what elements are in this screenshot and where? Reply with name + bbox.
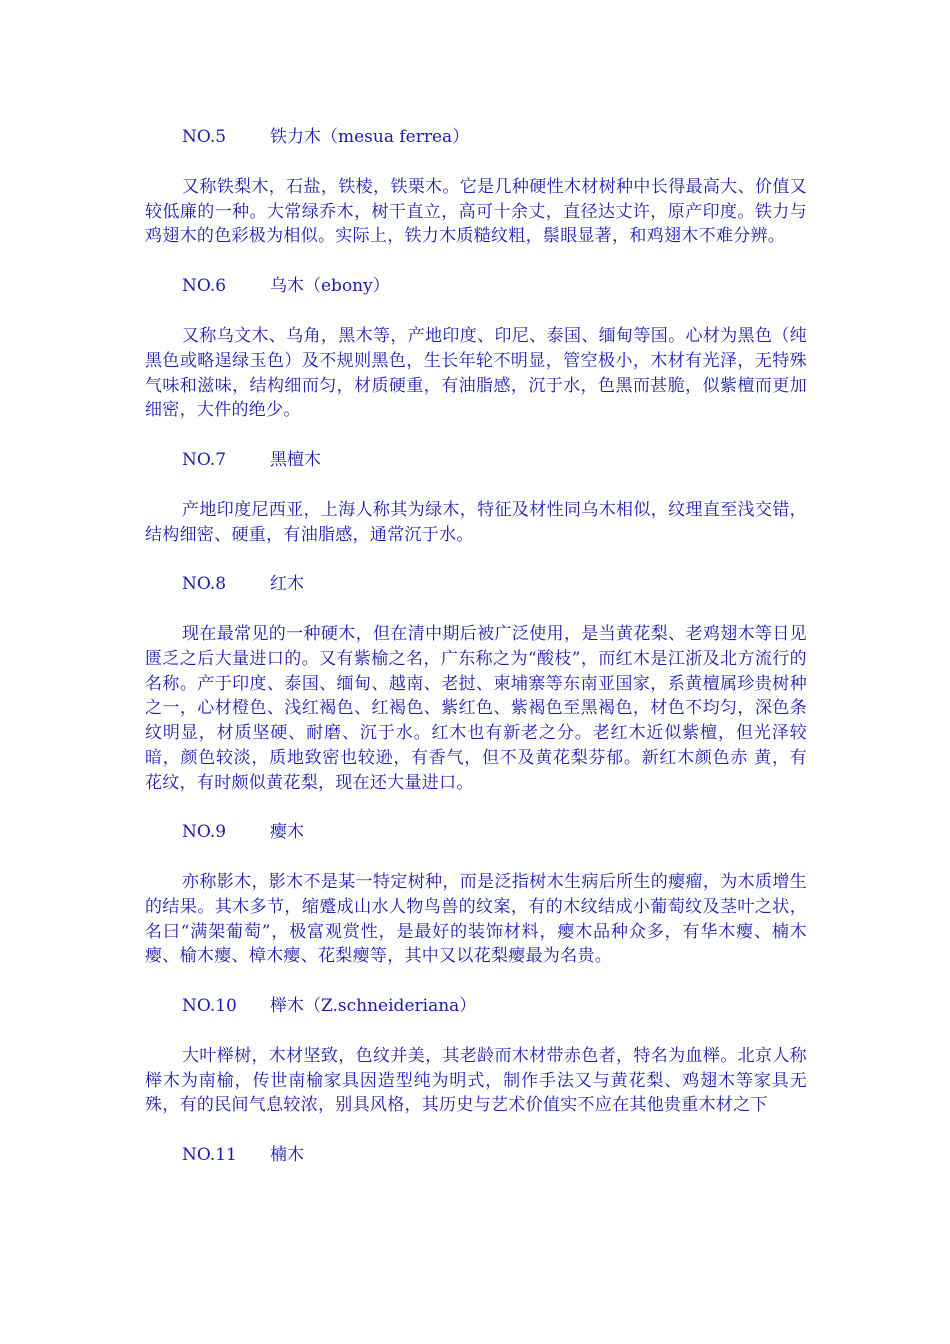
entry-heading-5 <box>145 124 807 150</box>
entry-heading-11 <box>145 1142 807 1168</box>
entry-description: 现在最常见的一种硬木，但在清中期后被广泛使用，是当黄花梨、老鸡翅木等日见匮乏之后大量进口的。又有紫榆之名，广东称之为“酸枝”，而红木是江浙及北方流行的名称。产于印度、泰国、缅甸、越南、老挝、柬埔寨等东南亚国家，系黄檀属珍贵树种之一，心材橙色、浅红褐色、红褐色、紫红色、紫褐色至黑褐色，材色不均匀，深色条纹明显，材质坚硬、耐磨、沉于水。红木也有新老之分。老红木近似紫檀，但光泽较暗，颜色较淡，质地致密也较逊，有香气，但不及黄花梨芬郁。新红木颜色赤 黄，有花纹，有时颇似黄花梨，现在还大量进口。 <box>145 624 807 793</box>
entry-description: 产地印度尼西亚，上海人称其为绿木，特征及材性同乌木相似，纹理直至浅交错，结构细密、硬重，有油脂感，通常沉于水。 <box>145 499 807 545</box>
entry-name: 乌木（ebony） <box>270 276 390 297</box>
entry-number: NO.10 <box>182 996 237 1017</box>
entry-name: 黑檀木 <box>270 449 321 470</box>
entry-heading-10 <box>145 993 807 1019</box>
entry-heading-8 <box>145 571 807 597</box>
entry-number: NO.9 <box>182 822 227 843</box>
entry-name: 榉木（Z.schneideriana） <box>270 996 477 1017</box>
entry-name: 红木 <box>270 574 304 595</box>
entry-name: 铁力木（mesua ferrea） <box>270 127 470 147</box>
entry-heading-9 <box>145 819 807 845</box>
entry-number: NO.6 <box>182 276 227 297</box>
document-page <box>145 124 807 1193</box>
entry-description: 亦称影木，影木不是某一特定树种，而是泛指树木生病后所生的瘿瘤，为木质增生的结果。其木多节，缩蹙成山水人物鸟兽的纹案，有的木纹结成小葡萄纹及茎叶之状，名曰“满架葡萄”，极富观赏性，是最好的装饰材料，瘿木品种众多，有华木瘿、楠木瘿、榆木瘿、樟木瘿、花梨瘿等，其中又以花梨瘿最为名贵。 <box>145 872 807 967</box>
entry-name: 楠木 <box>270 1145 304 1166</box>
entry-number: NO.11 <box>182 1145 237 1166</box>
entry-heading-6 <box>145 273 807 299</box>
entry-description: 大叶榉树，木材坚致，色纹并美，其老龄而木材带赤色者，特名为血榉。北京人称榉木为南榆，传世南榆家具因造型纯为明式，制作手法又与黄花梨、鸡翅木等家具无殊，有的民间气息较浓，别具风格，其历史与艺术价值实不应在其他贵重木材之下 <box>145 1046 807 1116</box>
entry-number: NO.7 <box>182 449 227 470</box>
entry-number: NO.5 <box>182 127 227 147</box>
entry-description: 又称铁梨木，石盐，铁棱，铁栗木。它是几种硬性木材树种中长得最高大、价值又较低廉的一种。大常绿乔木，树干直立，高可十余丈，直径达丈许，原产印度。铁力与鸡翅木的色彩极为相似。实际上，铁力木质糙纹粗，鬃眼显著，和鸡翅木不难分辨。 <box>145 177 807 247</box>
entry-heading-7 <box>145 447 807 473</box>
entry-number: NO.8 <box>182 574 227 595</box>
entry-description: 又称乌文木、乌角，黑木等，产地印度、印尼、泰国、缅甸等国。心材为黑色（纯黑色或略逞绿玉色）及不规则黑色，生长年轮不明显，管空极小，木材有光泽，无特殊气味和滋味，结构细而匀，材质硬重，有油脂感，沉于水，色黑而甚脆，似紫檀而更加细密，大件的绝少。 <box>145 326 807 421</box>
entry-name: 瘿木 <box>270 822 304 843</box>
